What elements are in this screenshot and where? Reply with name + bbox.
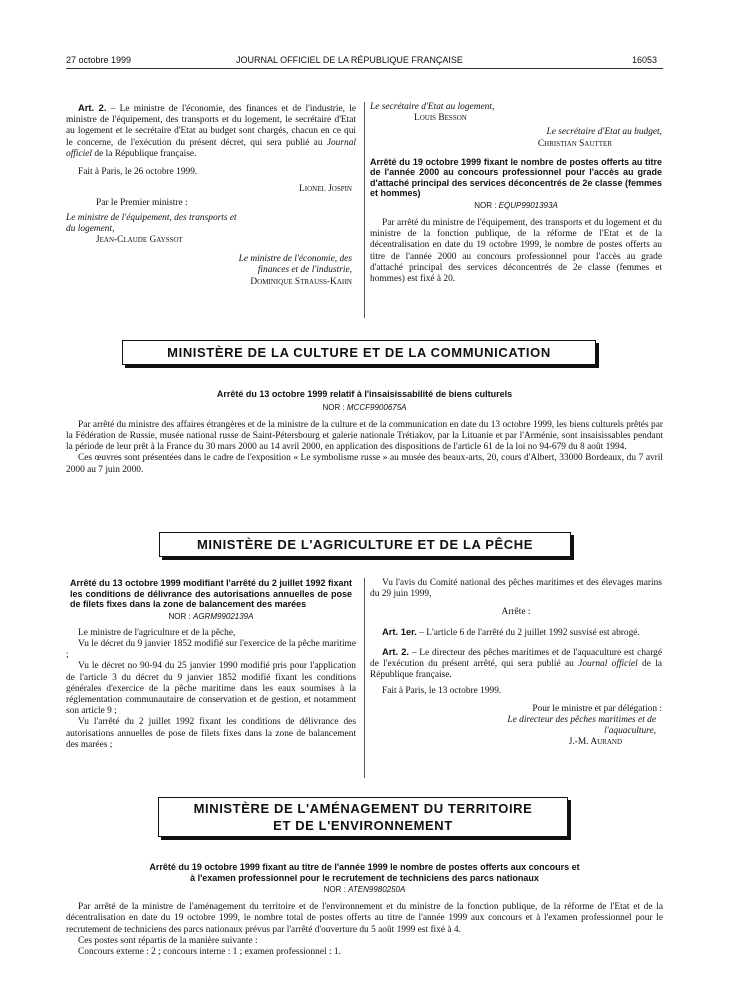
article-text: – Le directeur des pêches maritimes et de l'aquaculture est chargé de l'exécution du présent arrêté, qui sera publié au: [370, 647, 662, 670]
nor-line: [66, 402, 663, 414]
delegation-line: Pour le ministre et par délégation :: [532, 703, 662, 714]
preamble-line: Vu le décret no 90-94 du 25 janvier 1990 modifié pris pour l'application de l'article 3 du décret du 9 janvier 1852 modifié fixant les conditions générales d'exercice de la pêche maritime dans les eaux soumises à la réglementation communautaire de conservation et de gestion, et notamment son article 9 ;: [66, 661, 356, 717]
header-journal-title: JOURNAL OFFICIEL DE LA RÉPUBLIQUE FRANÇAISE: [236, 55, 463, 65]
arrete-text: Par arrêté du ministre de l'équipement, des transports et du logement et du ministre de la fonction publique, de la réforme de l'Etat et de la décentralisation en date du 19 octobre 1999, le nombre de postes offerts au titre de l'année 2000 au concours professionnel pour l'accès au grade d'attaché principal des services déconcentrés de 2e classe (femmes et hommes) est fixé à 20.: [370, 218, 662, 285]
nor-label: NOR :: [323, 885, 349, 894]
article-2: [370, 646, 662, 682]
arrete-word: Arrête :: [501, 607, 531, 618]
arrete-text: Ces postes sont répartis de la manière suivante :: [78, 935, 258, 946]
secretary-title: Le secrétaire d'Etat au budget,: [546, 127, 662, 138]
nor-line: [66, 884, 663, 896]
heading-line: MINISTÈRE DE L'AMÉNAGEMENT DU TERRITOIRE: [193, 801, 533, 816]
article-1: [370, 626, 662, 639]
article-text: – Le ministre de l'économie, des finances et de l'industrie, le ministre de l'équipement, des transports et du logement, le secrétaire d'Etat au logement et le secrétaire d'Etat au budget sont chargés, chacun en ce qui le concerne, de l'exécution du présent décret, qui sera publié au: [66, 104, 356, 148]
article-end: de la République française.: [92, 148, 197, 159]
nor-label: NOR :: [322, 402, 347, 412]
ministry-heading-amenagement: [158, 797, 568, 837]
director-title: Le directeur des pêches maritimes et de l'aquaculture,: [507, 714, 656, 737]
heading-line: ET DE L'ENVIRONNEMENT: [273, 818, 453, 833]
preamble-line: Vu l'avis du Comité national des pêches maritimes et des élevages marins du 29 juin 1999,: [370, 578, 662, 600]
minister-title: Le ministre de l'équipement, des transports et du logement,: [66, 212, 237, 234]
preamble-line: Le ministre de l'agriculture et de la pêche,: [78, 627, 236, 638]
minister-name: Dominique Strauss-Kahn: [250, 276, 352, 287]
header-date: 27 octobre 1999: [66, 55, 132, 65]
arrete-text: Concours externe : 2 ; concours interne : 1 ; examen professionnel : 1.: [78, 947, 341, 958]
nor-code: EQUP9901393A: [498, 200, 558, 210]
director-name: J.-M. Aurand: [568, 737, 622, 748]
arrete-title: Arrêté du 13 octobre 1999 modifiant l'arrêté du 2 juillet 1992 fixant les conditions de délivrance des autorisations annuelles de pose de filets fixes dans la zone de balancement des marées: [70, 578, 352, 609]
top-right-column: [370, 102, 662, 285]
arrete-text: Par arrêté du ministre des affaires étrangères et de la ministre de la culture et de la communication en date du 13 octobre 1999, les biens culturels prêtés par la Fédération de Russie, musée national russe de Saint-Pétersbourg et galerie nationale Trétiakov, par la Lituanie et par l'Arménie, sont insaisissables pendant la période de leur prêt à la France du 30 mars 2000 au 14 avril 2000, en application des dispositions de l'article 61 de la loi no 94-679 du 8 août 1994.: [66, 419, 663, 453]
nor-label: NOR :: [168, 611, 193, 621]
arrete-title: Arrêté du 19 octobre 1999 fixant le nombre de postes offerts au titre de l'année 2000 au concours professionnel pour l'accès au grade d'attaché principal des services déconcentrés de 2e classe (femmes et hommes): [370, 156, 662, 199]
fait-a-paris: Fait à Paris, le 26 octobre 1999.: [78, 167, 198, 178]
minister-title: Le ministre de l'économie, des finances et de l'industrie,: [238, 254, 352, 276]
top-left-column: [66, 102, 356, 288]
nor-code: MCCF9900675A: [346, 402, 407, 412]
secretary-title: Le secrétaire d'Etat au logement,: [370, 102, 495, 112]
header-rule: [66, 68, 663, 69]
arrete-text: Par arrêté de la ministre de l'aménagement du territoire et de l'environnement et du ministre de la fonction publique, de la réforme de l'Etat et de la décentralisation en date du 19 octobre 1999, le nombre total de postes offerts au titre de l'année 1999 aux concours et à l'examen professionnel pour le recrutement de techniciens des parcs nationaux prévus par l'arrêté d'ouverture du 5 août 1999 est fixé à 4.: [66, 902, 663, 935]
article-2: [66, 102, 356, 160]
arrete-title: Arrêté du 13 octobre 1999 relatif à l'insaisissabilité de biens culturels: [216, 389, 513, 399]
preamble-line: Vu le décret du 9 janvier 1852 modifié sur l'exercice de la pêche maritime ;: [66, 638, 356, 661]
preamble-line: Vu l'arrêté du 2 juillet 1992 fixant les conditions de délivrance des autorisations annuelles de pose de filets fixes dans la zone de balancement des marées ;: [66, 717, 356, 750]
article-label: Art. 2.: [382, 645, 410, 657]
nor-line: [370, 200, 662, 212]
article-label: Art. 2.: [78, 102, 107, 113]
journal-reference: Journal officiel: [66, 137, 356, 159]
secretary-name: Christian Sautter: [537, 138, 612, 149]
secretary-name: Louis Besson: [414, 113, 467, 124]
nor-label: NOR :: [474, 200, 499, 210]
nor-line: [66, 611, 356, 623]
minister-name: Jean-Claude Gayssot: [96, 235, 183, 246]
ministry-heading-culture: MINISTÈRE DE LA CULTURE ET DE LA COMMUNICATION: [122, 340, 596, 365]
arrete-title: Arrêté du 19 octobre 1999 fixant au titre de l'année 1999 le nombre de postes offerts aux concours et à l'examen professionnel pour le recrutement de techniciens des parcs nationaux: [149, 862, 580, 883]
culture-section: [66, 389, 663, 476]
fait-a-paris: Fait à Paris, le 13 octobre 1999.: [382, 686, 502, 697]
amenagement-section: [66, 862, 663, 958]
journal-reference: Journal officiel: [578, 659, 638, 670]
column-divider: [364, 102, 365, 318]
arrete-text: Ces œuvres sont présentées dans le cadre de l'exposition « Le symbolisme russe » au musée des beaux-arts, 20, cours d'Albert, 33000 Bordeaux, du 7 avril 2000 au 7 juin 2000.: [66, 453, 663, 475]
agriculture-right-column: [370, 578, 662, 748]
par-premier-ministre: Par le Premier ministre :: [96, 198, 188, 209]
agriculture-left-column: [66, 578, 356, 751]
nor-code: ATEN9980250A: [348, 885, 406, 894]
article-label: Art. 1er.: [382, 625, 417, 637]
nor-code: AGRM9902139A: [192, 611, 254, 621]
header-page-number: 16053: [632, 55, 658, 65]
article-text: – L'article 6 de l'arrêté du 2 juillet 1992 susvisé est abrogé.: [416, 627, 640, 638]
ministry-heading-agriculture: MINISTÈRE DE L'AGRICULTURE ET DE LA PÊCHE: [159, 532, 571, 557]
signer-name: Lionel Jospin: [299, 184, 352, 195]
column-divider: [364, 578, 365, 778]
article-end: de la République française.: [370, 659, 663, 681]
